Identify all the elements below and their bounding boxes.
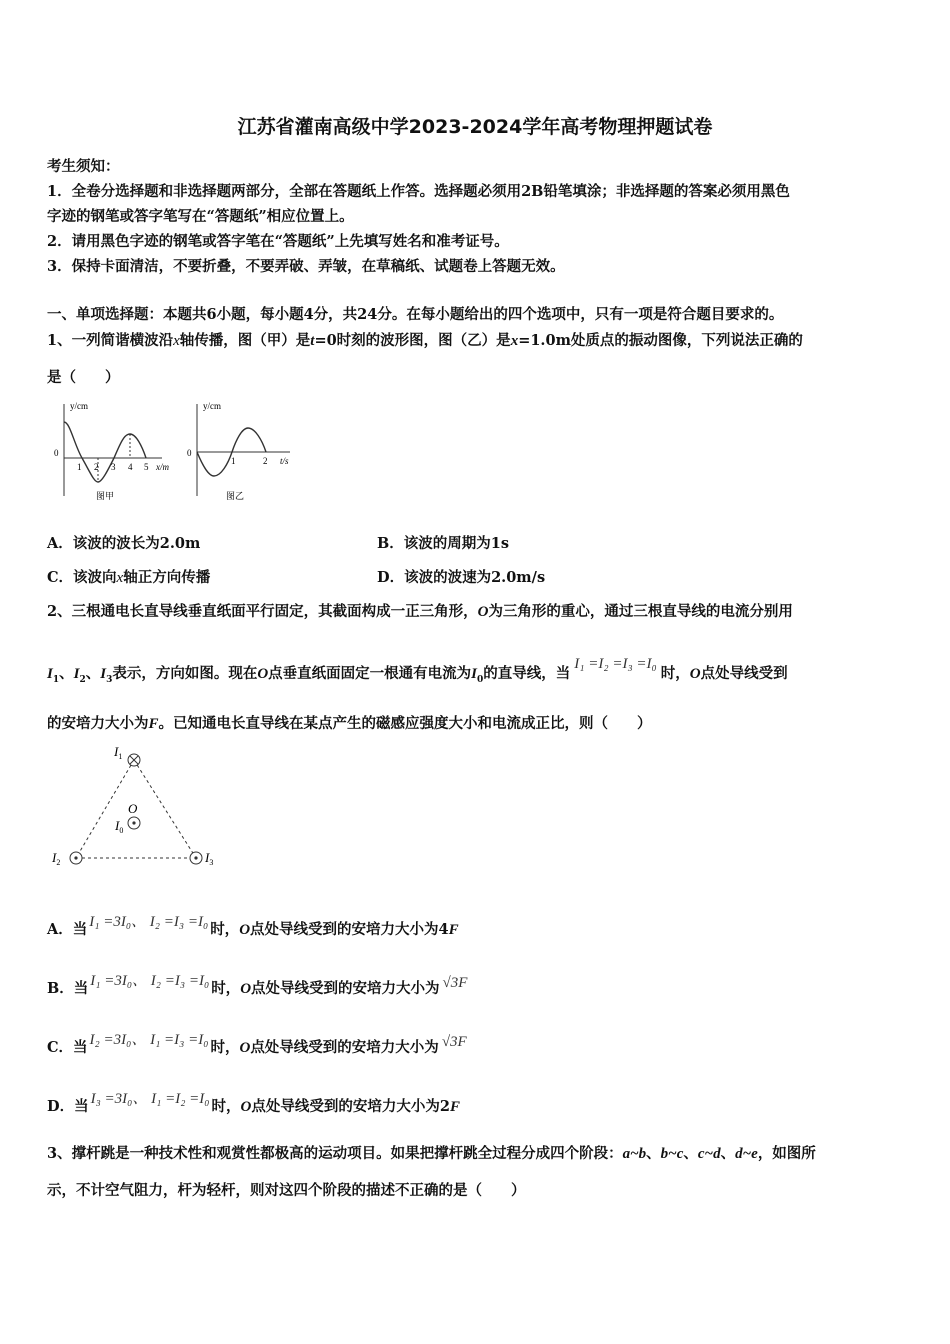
figure-caption: 图乙 [226,491,245,501]
q1-stem-line2: 是（ ） [47,369,120,386]
tick-label: 2 [94,462,99,472]
figure-caption: 图甲 [96,491,115,501]
q2-option-a[interactable]: A．当 I₁ =3I₀、 I₂ =I₃ =I₀ 时，O点处导线受到的安培力大小为4F [47,914,459,938]
tick-label: 3 [111,462,116,472]
wire-i3-dot-icon [190,852,202,864]
y-label: y/cm [70,401,88,411]
q2-stem-line3: 的安培力大小为F。已知通电长直导线在某点产生的磁感应强度大小和电流成正比，则（ ） [47,715,652,732]
tick-label: 4 [128,462,133,472]
notice-heading: 考生须知： [47,158,120,175]
q3-stem-line1: 3、撑杆跳是一种技术性和观赏性都极高的运动项目。如果把撑杆跳全过程分成四个阶段：a~b、b~c、c~d、d~e，如图所 [47,1145,816,1162]
section-heading: 一、单项选择题：本题共6小题，每小题4分，共24分。在每小题给出的四个选项中，只有一项是符合题目要求的。 [47,306,784,323]
origin-label: 0 [187,448,192,458]
tick-label: 1 [231,456,236,466]
notice-item: 1．全卷分选择题和非选择题两部分，全部在答题纸上作答。选择题必须用2B铅笔填涂；非选择题的答案必须用黑色 [47,183,790,200]
origin-label: 0 [54,448,59,458]
label-i0: $I_0$ [115,818,124,835]
q2-option-b[interactable]: B．当 I₁ =3I₀、 I₂ =I₃ =I₀ 时，O点处导线受到的安培力大小为 √3F [47,973,468,997]
q1-option-b[interactable]: B．该波的周期为1s [377,535,510,552]
q2-stem-line1: 2、三根通电长直导线垂直纸面平行固定，其截面构成一正三角形，O为三角形的重心，通过三根直导线的电流分别用 [47,603,793,620]
notice-item: 字迹的钢笔或答字笔写在“答题纸”相应位置上。 [47,208,354,225]
label-i1: $I_1$ [114,744,123,761]
wire-i0-dot-icon [128,817,140,829]
page-title: 江苏省灌南高级中学2023-2024学年高考物理押题试卷 [237,116,713,138]
wire-i2-dot-icon [70,852,82,864]
tick-label: 1 [77,462,82,472]
q1-figure-vibration [184,398,300,502]
q2-stem-line2: $I_1$、$I_2$、$I_3$表示，方向如图。现在O点垂直纸面固定一根通有电流为$I_0$的直导线，当I₁ =I₂ =I₃ =I₀时，O点处导线受到 [47,656,788,685]
x-label: x/m [156,462,169,472]
y-label: y/cm [203,401,221,411]
label-o: O [128,801,138,816]
q2-option-d[interactable]: D．当 I₃ =3I₀、 I₁ =I₂ =I₀ 时，O点处导线受到的安培力大小为2F [47,1091,460,1115]
q1-figure-wave [50,398,180,502]
q3-stem-line2: 示，不计空气阻力，杆为轻杆，则对这四个阶段的描述不正确的是（ ） [47,1182,526,1199]
q2-option-c[interactable]: C．当 I₂ =3I₀、 I₁ =I₃ =I₀ 时，O点处导线受到的安培力大小为 √3F [47,1032,467,1056]
q1-stem-line1: 1、一列简谐横波沿x轴传播，图（甲）是t=0时刻的波形图，图（乙）是x=1.0m处质点的振动图像，下列说法正确的 [47,332,803,349]
q1-option-d[interactable]: D．该波的波速为2.0m/s [377,569,546,586]
wire-i1-cross-icon [128,754,140,766]
q1-option-a[interactable]: A．该波的波长为2.0m [47,535,201,552]
q1-option-c[interactable]: C．该波向x轴正方向传播 [47,569,211,586]
label-i3: $I_3$ [205,850,214,867]
triangle-side [76,760,134,858]
tick-label: 2 [263,456,268,466]
label-i2: $I_2$ [52,850,61,867]
q2-triangle-figure [48,740,228,872]
triangle-side [134,760,196,858]
t-label: t/s [280,456,289,466]
notice-item: 3．保持卡面清洁，不要折叠，不要弄破、弄皱，在草稿纸、试题卷上答题无效。 [47,258,565,275]
notice-item: 2．请用黑色字迹的钢笔或答字笔在“答题纸”上先填写姓名和准考证号。 [47,233,509,250]
wave-curve [64,422,146,482]
tick-label: 5 [144,462,149,472]
